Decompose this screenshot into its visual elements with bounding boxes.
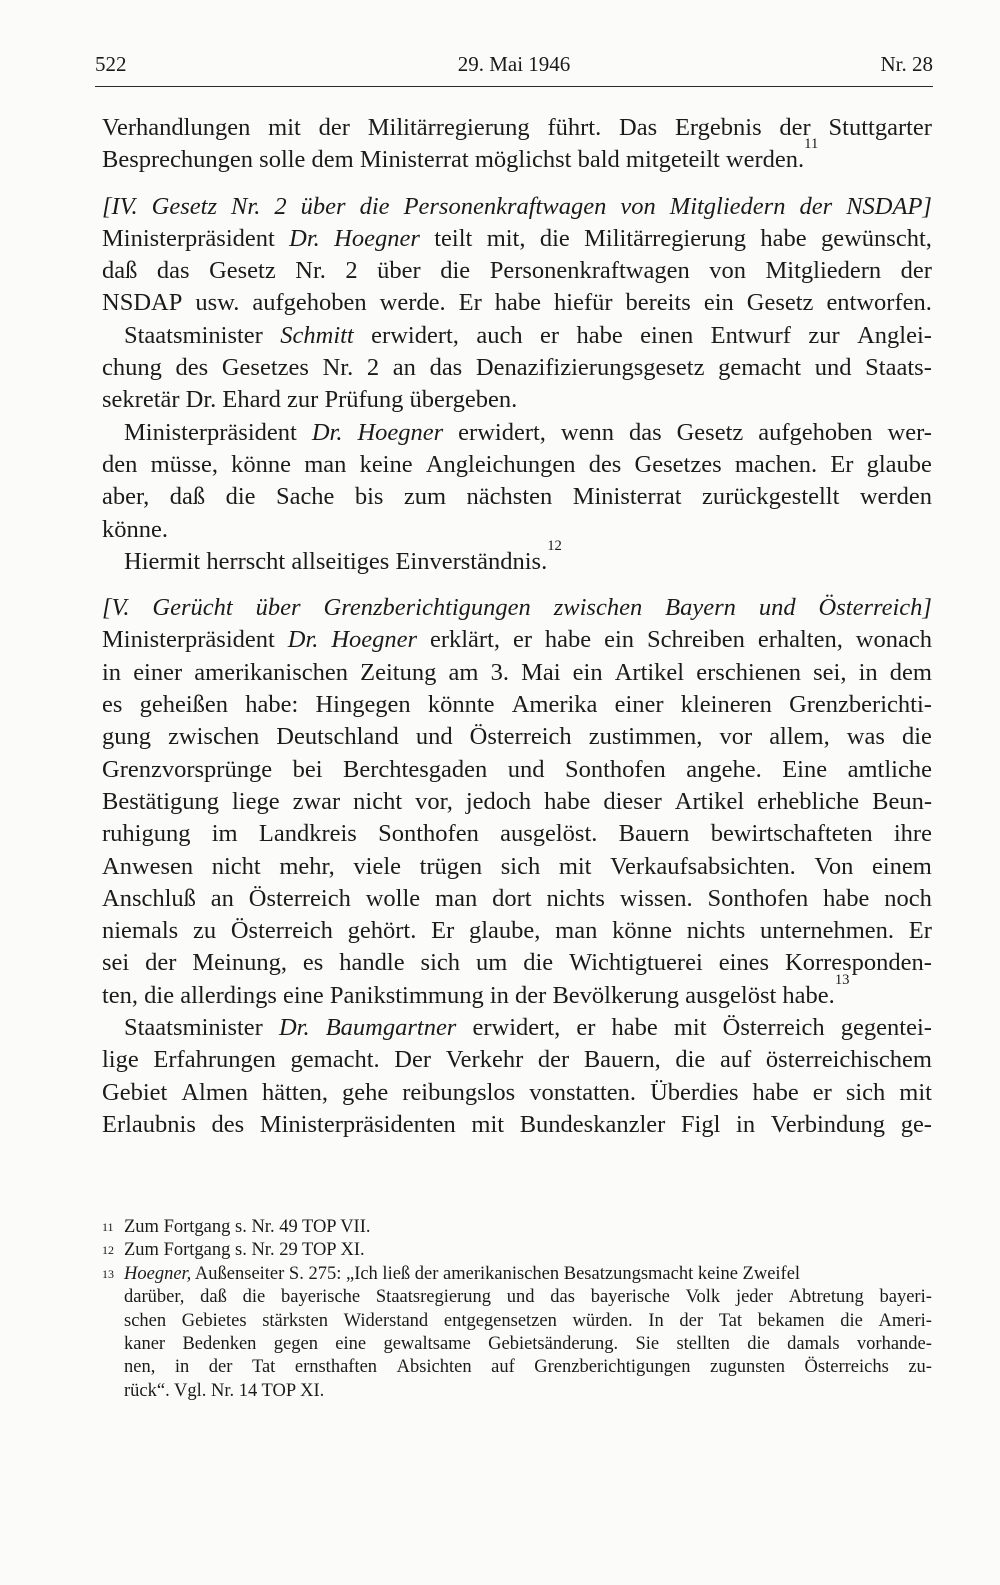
- text-line: aber, daß die Sache bis zum nächsten Ministerrat zurückgestellt werden: [102, 483, 932, 511]
- text-line: Ministerpräsident Dr. Hoegner erklärt, er habe ein Schreiben erhalten, wonach: [102, 626, 932, 654]
- text-line: chung des Gesetzes Nr. 2 an das Denazifizierungsgesetz gemacht und Staats-: [102, 354, 932, 382]
- text-line: Staatsminister Dr. Baumgartner erwidert, er habe mit Österreich gegentei-: [124, 1014, 932, 1042]
- header-issue-number: Nr. 28: [880, 52, 933, 76]
- footnote-11: 11 Zum Fortgang s. Nr. 49 TOP VII.: [102, 1217, 371, 1237]
- text-line: Anwesen nicht mehr, viele trügen sich mit Verkaufsabsichten. Von einem: [102, 852, 932, 880]
- text-line: sei der Meinung, es handle sich um die Wichtigtuerei eines Korresponden-: [102, 949, 932, 977]
- footnote-ref: 11: [804, 136, 819, 153]
- footnote-line: rück“. Vgl. Nr. 14 TOP XI.: [124, 1380, 325, 1401]
- footnote-line: darüber, daß die bayerische Staatsregierung und das bayerische Volk jeder Abtretung bayeri-: [124, 1287, 932, 1308]
- section-heading-v: [V. Gerücht über Grenzberichtigungen zwischen Bayern und Österreich]: [102, 594, 932, 622]
- text-line: Hiermit herrscht allseitiges Einverständnis. 12: [102, 546, 932, 578]
- header-date: 29. Mai 1946: [457, 52, 571, 76]
- text-line: ten, die allerdings eine Panikstimmung in der Bevölkerung ausgelöst habe. 13: [102, 980, 932, 1012]
- text-line: Gebiet Almen hätten, gehe reibungslos vonstatten. Überdies habe er sich mit: [102, 1078, 932, 1106]
- section-heading-iv: [IV. Gesetz Nr. 2 über die Personenkraftwagen von Mitgliedern der NSDAP]: [102, 192, 932, 220]
- text-line: in einer amerikanischen Zeitung am 3. Mai ein Artikel erschienen sei, in dem: [102, 658, 932, 686]
- text-line: den müsse, könne man keine Angleichungen des Gesetzes machen. Er glaube: [102, 450, 932, 478]
- text-line: könne.: [102, 515, 168, 543]
- text-line: gung zwischen Deutschland und Österreich zustimmen, vor allem, was die: [102, 723, 932, 751]
- text-line: Grenzvorsprünge bei Berchtesgaden und Sonthofen angehe. Eine amtliche: [102, 755, 932, 783]
- text-line: Erlaubnis des Ministerpräsidenten mit Bundeskanzler Figl in Verbindung ge-: [102, 1110, 932, 1138]
- page-number: 522: [95, 52, 127, 76]
- running-header: [95, 52, 933, 87]
- footnote-line: kaner Bedenken gegen eine gewaltsame Gebietsänderung. Sie stellten die damals vorhande-: [124, 1333, 932, 1354]
- text-line: Verhandlungen mit der Militärregierung führt. Das Ergebnis der Stuttgarter: [102, 114, 932, 141]
- footnote-13: 13 Hoegner, Außenseiter S. 275: „Ich ließ der amerikanischen Besatzungsmacht keine Zweifel: [102, 1263, 801, 1284]
- text-line: Bestätigung liege zwar nicht vor, jedoch habe dieser Artikel erhebliche Beun-: [102, 787, 932, 815]
- footnote-12: 12 Zum Fortgang s. Nr. 29 TOP XI.: [102, 1240, 365, 1261]
- footnote-line: nen, in der Tat ernsthaften Absichten auf Grenzberichtigungen zugunsten Österreichs zu-: [124, 1357, 932, 1378]
- text-line: Anschluß an Österreich wolle man dort nichts wissen. Sonthofen habe noch: [102, 884, 932, 912]
- text-line: es geheißen habe: Hingegen könnte Amerika einer kleineren Grenzberichti-: [102, 691, 932, 719]
- footnote-line: schen Gebietes stärksten Widerstand entgegensetzen würden. In der Tat bekamen die Ameri-: [124, 1310, 932, 1331]
- text-line: lige Erfahrungen gemacht. Der Verkehr der Bauern, die auf österreichischem: [102, 1046, 932, 1074]
- main-text: [102, 112, 932, 1141]
- text-line: Besprechungen solle dem Ministerrat möglichst bald mitgeteilt werden. 11: [102, 144, 932, 176]
- footnotes: [102, 1216, 932, 1403]
- footnote-ref: 12: [547, 537, 562, 554]
- text-line: sekretär Dr. Ehard zur Prüfung übergeben.: [102, 386, 518, 414]
- text-line: NSDAP usw. aufgehoben werde. Er habe hiefür bereits ein Gesetz entworfen.: [102, 289, 932, 317]
- text-line: Staatsminister Schmitt erwidert, auch er habe einen Entwurf zur Anglei-: [124, 321, 932, 349]
- text-line: Ministerpräsident Dr. Hoegner teilt mit, die Militärregierung habe gewünscht,: [102, 224, 932, 252]
- text-line: Ministerpräsident Dr. Hoegner erwidert, wenn das Gesetz aufgehoben wer-: [124, 418, 932, 446]
- text-line: niemals zu Österreich gehört. Er glaube, man könne nichts unternehmen. Er: [102, 917, 932, 945]
- text-line: daß das Gesetz Nr. 2 über die Personenkraftwagen von Mitgliedern der: [102, 257, 932, 285]
- text-line: ruhigung im Landkreis Sonthofen ausgelöst. Bauern bewirtschafteten ihre: [102, 820, 932, 848]
- footnote-ref: 13: [834, 971, 850, 988]
